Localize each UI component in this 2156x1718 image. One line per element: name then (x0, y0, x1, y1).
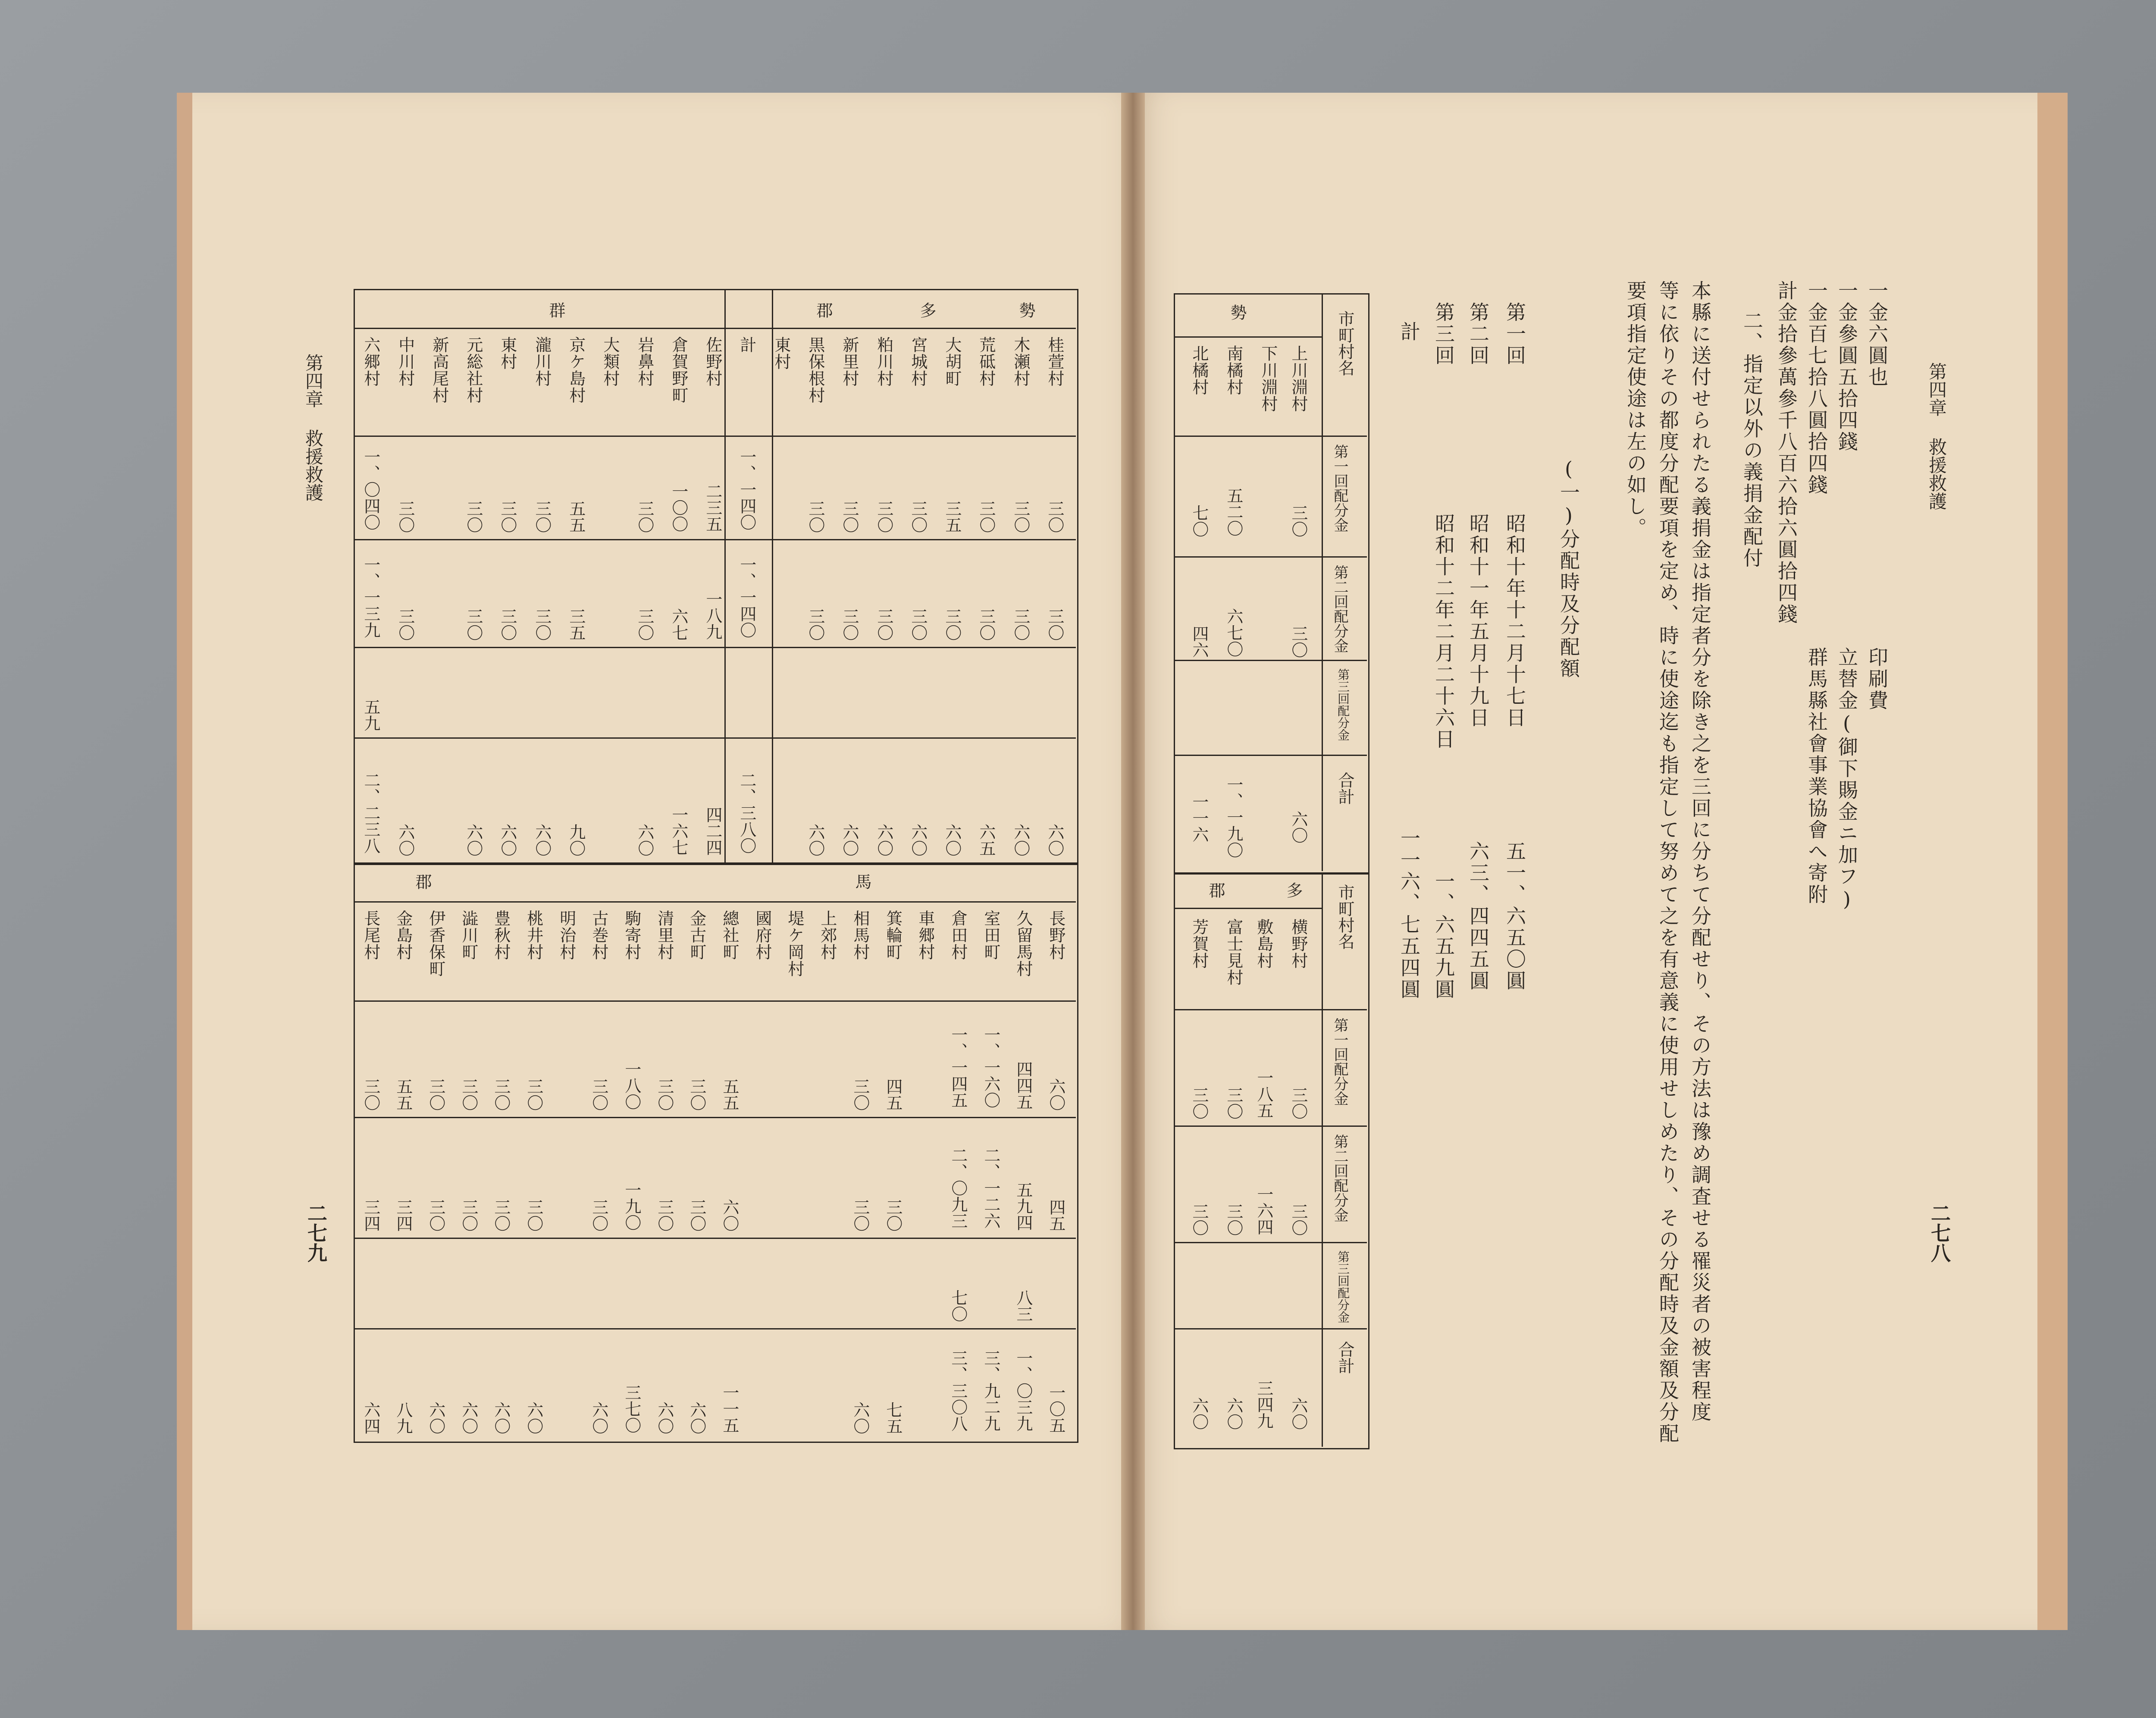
divider (354, 901, 1076, 903)
divider (1174, 1125, 1367, 1127)
divider (354, 647, 1076, 648)
cell-value: 三〇 (1045, 608, 1064, 641)
cell-value: 三〇 (589, 1199, 608, 1232)
cell-value: 六〇 (687, 1401, 706, 1434)
left-top-header-2: 多 (917, 302, 936, 318)
cell-value: 三〇 (1288, 625, 1308, 658)
dist-amount-3: 一、六五九圓 (1432, 871, 1455, 1000)
cell-value: 四二四 (703, 806, 722, 856)
cell-value: 一〇五 (1046, 1384, 1065, 1433)
row-name: 元総社村 (464, 336, 483, 404)
col-header-total: 合計 (1335, 1341, 1354, 1374)
cell-value: 三〇 (687, 1078, 706, 1111)
cell-value: 六四 (361, 1401, 380, 1434)
cell-value: 六五 (976, 824, 996, 856)
dist-round-3: 第三回 (1432, 302, 1455, 367)
cell-value: 三〇 (1288, 1203, 1308, 1236)
cell-value: 三〇 (883, 1199, 903, 1232)
cell-value: 六〇 (426, 1401, 445, 1434)
divider (1174, 336, 1322, 338)
cell-value: 三〇 (361, 1078, 380, 1111)
col-header-round2: 第二回配分金 (1331, 565, 1348, 653)
row-name: 黒保根村 (805, 336, 825, 404)
cell-value: 三〇 (1288, 1087, 1308, 1119)
cell-value: 五五 (720, 1078, 739, 1111)
divider (354, 1328, 1076, 1329)
cell-value: 五二〇 (1224, 487, 1243, 536)
list-item-2: 一金參圓五拾四錢 立替金(御下賜金ニ加フ) (1835, 280, 1858, 912)
divider (354, 328, 1076, 329)
cell-value: 六〇 (720, 1199, 739, 1232)
dist-total-amount: 一一六、七五四圓 (1398, 828, 1421, 1000)
row-name: 横野村 (1288, 919, 1308, 969)
cell-value: 六〇 (850, 1401, 870, 1434)
page-number-right: 二七八 (1928, 1203, 1951, 1263)
cell-value: 二、一二六 (981, 1147, 1000, 1229)
col-header-name: 市町村名 (1335, 884, 1354, 950)
cell-value: 三〇 (498, 608, 517, 641)
cell-value: 三〇 (908, 608, 928, 641)
cell-value: 六〇 (874, 824, 893, 856)
cell-value: 六〇 (908, 824, 928, 856)
cell-value: 三五 (942, 500, 962, 533)
cell-value: 二、二三八 (361, 772, 380, 854)
cell-value: 三〇 (1189, 1203, 1209, 1236)
row-name: 芳賀村 (1189, 919, 1209, 969)
cell-value: 六〇 (498, 824, 517, 856)
left-bottom-header-1: 馬 (852, 873, 871, 890)
cell-value: 六〇 (459, 1401, 478, 1434)
row-name: 箕輪町 (883, 910, 903, 960)
cell-value: 三〇 (459, 1199, 478, 1232)
row-name: 駒寄村 (622, 910, 641, 960)
cell-value: 一一六 (1189, 793, 1209, 843)
divider (1174, 556, 1367, 558)
divider (354, 1000, 1076, 1002)
dist-date-2: 昭和十一年五月十九日 (1467, 513, 1490, 729)
cell-value: 三〇 (491, 1199, 511, 1232)
cell-value: 一九〇 (622, 1182, 641, 1231)
cell-value: 六〇 (524, 1401, 543, 1434)
row-name: 長尾村 (361, 910, 380, 960)
row-name: 粕川村 (874, 336, 893, 387)
divider (354, 436, 1076, 437)
row-name: 木瀬村 (1011, 336, 1030, 387)
cell-value: 六七 (669, 608, 688, 641)
cell-value: 六〇 (589, 1401, 608, 1434)
paragraph-line-3: 要項指定使途は左の如し。 (1624, 280, 1647, 539)
cell-value: 六〇 (1011, 824, 1030, 856)
running-head-right: 第四章 救援救護 (1926, 362, 1947, 510)
cell-value: 一六四 (1254, 1186, 1273, 1235)
dist-total-label: 計 (1398, 321, 1421, 343)
row-name: 明治村 (557, 910, 576, 960)
row-name: 佐野村 (703, 336, 722, 387)
cell-value: 九〇 (566, 824, 586, 856)
cell-value: 三〇 (850, 1078, 870, 1111)
divider (354, 539, 1076, 540)
cell-value: 三〇 (532, 608, 552, 641)
cell-value: 三〇 (532, 500, 552, 533)
cell-value: 七〇 (948, 1289, 968, 1322)
row-name: 新高尾村 (429, 336, 449, 404)
cell-value: 一〇〇 (669, 483, 688, 532)
col-header-name: 市町村名 (1335, 310, 1354, 376)
row-name: 宮城村 (908, 336, 928, 387)
divider (772, 289, 773, 862)
cell-value: 四四五 (1013, 1061, 1033, 1110)
divider (1174, 660, 1367, 661)
cell-value: 三〇 (840, 500, 859, 533)
cell-value: 六〇 (1046, 1078, 1065, 1111)
cell-value: 六〇 (1189, 1397, 1209, 1430)
row-name: 上郊村 (818, 910, 837, 960)
cell-value: 三〇 (1224, 1087, 1243, 1119)
cell-value: 六〇 (491, 1401, 511, 1434)
cell-value: 六〇 (1045, 824, 1064, 856)
right-bottom-header-1: 多 (1284, 882, 1303, 898)
cell-value: 三〇 (1189, 1087, 1209, 1119)
cell-value: 三〇 (464, 608, 483, 641)
cell-value: 三〇 (1011, 500, 1030, 533)
cell-value: 七五 (883, 1401, 903, 1434)
divider (1322, 293, 1323, 871)
cell-value: 三〇 (874, 608, 893, 641)
cell-value: 一、〇三九 (1013, 1350, 1033, 1432)
cell-value: 三〇 (655, 1078, 674, 1111)
cell-value: 三〇 (976, 608, 996, 641)
row-name: 桃井村 (524, 910, 543, 960)
cell-value: 三四九 (1254, 1380, 1273, 1429)
cell-value: 三〇 (687, 1199, 706, 1232)
divider (1174, 436, 1367, 437)
section-title: 二、指定以外の義捐金配付 (1740, 310, 1764, 569)
cell-value: 一、一四五 (948, 1026, 968, 1108)
cell-value: 三〇 (426, 1199, 445, 1232)
divider (724, 289, 726, 862)
cell-value: 一八五 (1254, 1069, 1273, 1119)
row-name: 堤ケ岡村 (785, 910, 804, 977)
left-top-header-3: 郡 (814, 302, 833, 318)
cell-value: 四五 (883, 1078, 903, 1111)
cell-value: 四六 (1189, 625, 1209, 658)
row-name: 澁川町 (459, 910, 478, 960)
cell-value: 一、一四〇 (737, 448, 756, 530)
row-name: 北橘村 (1189, 345, 1209, 395)
right-bottom-header-2: 郡 (1206, 882, 1225, 898)
row-name: 總社町 (720, 910, 739, 960)
row-name: 大類村 (600, 336, 620, 387)
dist-round-1: 第一回 (1503, 302, 1526, 367)
cell-value: 八三 (1013, 1289, 1033, 1322)
row-name: 東村 (498, 336, 517, 370)
cell-value: 三〇 (498, 500, 517, 533)
cell-value: 三五 (566, 608, 586, 641)
page-number-left: 二七九 (304, 1203, 328, 1263)
row-name: 中川村 (395, 336, 415, 387)
cell-value: 五九 (361, 699, 380, 731)
cell-value: 六〇 (655, 1401, 674, 1434)
row-name: 清里村 (655, 910, 674, 960)
cell-value: 三、三〇八 (948, 1350, 968, 1432)
cell-value: 六〇 (805, 824, 825, 856)
divider (1174, 755, 1367, 756)
row-name: 國府村 (752, 910, 772, 960)
cell-value: 三〇 (635, 500, 654, 533)
cell-value: 一、一六〇 (981, 1026, 1000, 1108)
cell-value: 三七〇 (622, 1384, 641, 1433)
cell-value: 一一五 (720, 1384, 739, 1433)
col-header-round2: 第二回配分金 (1331, 1134, 1348, 1222)
list-item-3: 一金百七拾八圓拾四錢 群馬縣社會事業協會へ寄附 (1805, 280, 1828, 906)
cell-value: 三〇 (1288, 505, 1308, 537)
cell-value: 三〇 (589, 1078, 608, 1111)
cell-value: 三、九二九 (981, 1350, 1000, 1432)
row-name: 新里村 (840, 336, 859, 387)
cell-value: 三〇 (1045, 500, 1064, 533)
cell-value: 三〇 (395, 500, 415, 533)
row-name: 大胡町 (942, 336, 962, 387)
cell-value: 二、三八〇 (737, 772, 756, 854)
cell-value: 一、一四〇 (737, 556, 756, 638)
book-gutter (1121, 93, 1145, 1630)
cell-value: 三〇 (976, 500, 996, 533)
cell-value: 三〇 (426, 1078, 445, 1111)
cell-value: 三〇 (840, 608, 859, 641)
list-item-total: 計金拾參萬參千八百六拾六圓拾四錢 (1775, 280, 1798, 625)
cell-value: 三〇 (655, 1199, 674, 1232)
cell-value: 八九 (393, 1401, 413, 1434)
cell-value: 三〇 (1224, 1203, 1243, 1236)
cell-value: 三〇 (459, 1078, 478, 1111)
list-item-1: 一金六圓也 印刷費 (1865, 280, 1889, 712)
divider (354, 737, 1076, 739)
row-name: 京ケ島村 (566, 336, 586, 404)
col-header-round3: 第三回配分金 (1336, 1251, 1350, 1323)
dist-date-1: 昭和十年十二月十七日 (1503, 513, 1526, 729)
cell-value: 三〇 (942, 608, 962, 641)
right-top-header: 勢 (1228, 304, 1247, 320)
row-name: 室田町 (981, 910, 1000, 960)
cell-value: 五五 (566, 500, 586, 533)
cell-value: 一八〇 (622, 1061, 641, 1110)
cell-value: 三〇 (1011, 608, 1030, 641)
cell-value: 六〇 (395, 824, 415, 856)
divider (1174, 1009, 1367, 1010)
cell-value: 三〇 (395, 608, 415, 641)
cell-value: 三〇 (850, 1199, 870, 1232)
cell-value: 二三五 (703, 483, 722, 532)
row-name: 金島村 (393, 910, 413, 960)
cell-value: 五五 (393, 1078, 413, 1111)
row-name: 倉田村 (948, 910, 968, 960)
cell-value: 三〇 (524, 1078, 543, 1111)
divider (354, 1238, 1076, 1239)
cell-value: 三〇 (874, 500, 893, 533)
cell-value: 三〇 (524, 1199, 543, 1232)
cell-value: 三〇 (805, 608, 825, 641)
cell-value: 一、一三九 (361, 556, 380, 638)
row-name: 古巻村 (589, 910, 608, 960)
row-name: 上川淵村 (1288, 345, 1308, 412)
paragraph-line-2: 等に依りその都度分配要項を定め、時に使途迄も指定して努めて之を有意義に使用せしめたり、その分配時及金額及分配 (1656, 280, 1680, 1445)
cell-value: 五九四 (1013, 1182, 1033, 1231)
row-name: 敷島村 (1254, 919, 1273, 969)
dist-amount-1: 五一、六五〇圓 (1503, 841, 1526, 992)
cell-value: 六〇 (942, 824, 962, 856)
row-name: 瀧川村 (532, 336, 552, 387)
divider (1174, 908, 1322, 909)
divider (1174, 1328, 1367, 1329)
cell-value: 三〇 (805, 500, 825, 533)
cell-value: 六〇 (840, 824, 859, 856)
cell-value: 六〇 (1288, 1397, 1308, 1430)
cell-value: 七〇 (1189, 505, 1209, 537)
col-header-round1: 第一回配分金 (1331, 444, 1348, 532)
row-name: 東村 (771, 336, 791, 370)
row-name: 桂萱村 (1045, 336, 1064, 387)
row-name: 富士見村 (1224, 919, 1243, 986)
cell-value: 一六七 (669, 806, 688, 856)
cell-value: 三四 (393, 1199, 413, 1232)
row-name: 豊秋村 (491, 910, 511, 960)
row-name: 久留馬村 (1013, 910, 1033, 977)
row-name: 計 (737, 336, 756, 353)
cell-value: 三〇 (464, 500, 483, 533)
paragraph-line-1: 本縣に送付せられたる義捐金は指定者分を除き之を三回に分ちて分配せり、その方法は豫め調査せる罹災者の被害程度 (1689, 280, 1712, 1423)
dist-amount-2: 六三、四四五圓 (1467, 841, 1490, 992)
cell-value: 六〇 (635, 824, 654, 856)
cell-value: 三〇 (491, 1078, 511, 1111)
row-name: 六郷村 (361, 336, 380, 387)
cell-value: 三〇 (635, 608, 654, 641)
col-header-round1: 第一回配分金 (1331, 1018, 1348, 1106)
row-name: 荒砥村 (976, 336, 996, 387)
cell-value: 四五 (1046, 1199, 1065, 1232)
dist-round-2: 第二回 (1467, 302, 1490, 367)
cell-value: 六七〇 (1224, 608, 1243, 657)
cell-value: 六〇 (464, 824, 483, 856)
running-head-left: 第四章 救援救護 (303, 354, 324, 502)
cell-value: 一、一九〇 (1224, 776, 1243, 858)
row-name: 南橘村 (1224, 345, 1243, 395)
row-name: 伊香保町 (426, 910, 445, 977)
col-header-total: 合計 (1335, 772, 1354, 805)
divider (1174, 1242, 1367, 1243)
divider (1322, 873, 1323, 1447)
subsection-title: (一)分配時及分配額 (1557, 457, 1580, 680)
cell-value: 三四 (361, 1199, 380, 1232)
left-bottom-header-2: 郡 (413, 873, 432, 890)
cell-value: 二、〇九三 (948, 1147, 968, 1229)
row-name: 倉賀野町 (669, 336, 688, 404)
cell-value: 三〇 (908, 500, 928, 533)
row-name: 下川淵村 (1258, 345, 1278, 412)
dist-date-3: 昭和十二年二月二十六日 (1432, 513, 1455, 750)
left-top-header-4: 群 (546, 302, 565, 318)
cell-value: 六〇 (1224, 1397, 1243, 1430)
row-name: 相馬村 (850, 910, 870, 960)
row-name: 長野村 (1046, 910, 1065, 960)
cell-value: 六〇 (532, 824, 552, 856)
row-name: 金古町 (687, 910, 706, 960)
left-top-header-1: 勢 (1016, 302, 1035, 318)
divider (354, 1117, 1076, 1118)
cell-value: 一八九 (703, 591, 722, 640)
row-name: 岩鼻村 (635, 336, 654, 387)
cell-value: 六〇 (1288, 811, 1308, 843)
row-name: 車郷村 (915, 910, 935, 960)
col-header-round3: 第三回配分金 (1336, 668, 1350, 741)
cell-value: 一、〇四〇 (361, 448, 380, 530)
